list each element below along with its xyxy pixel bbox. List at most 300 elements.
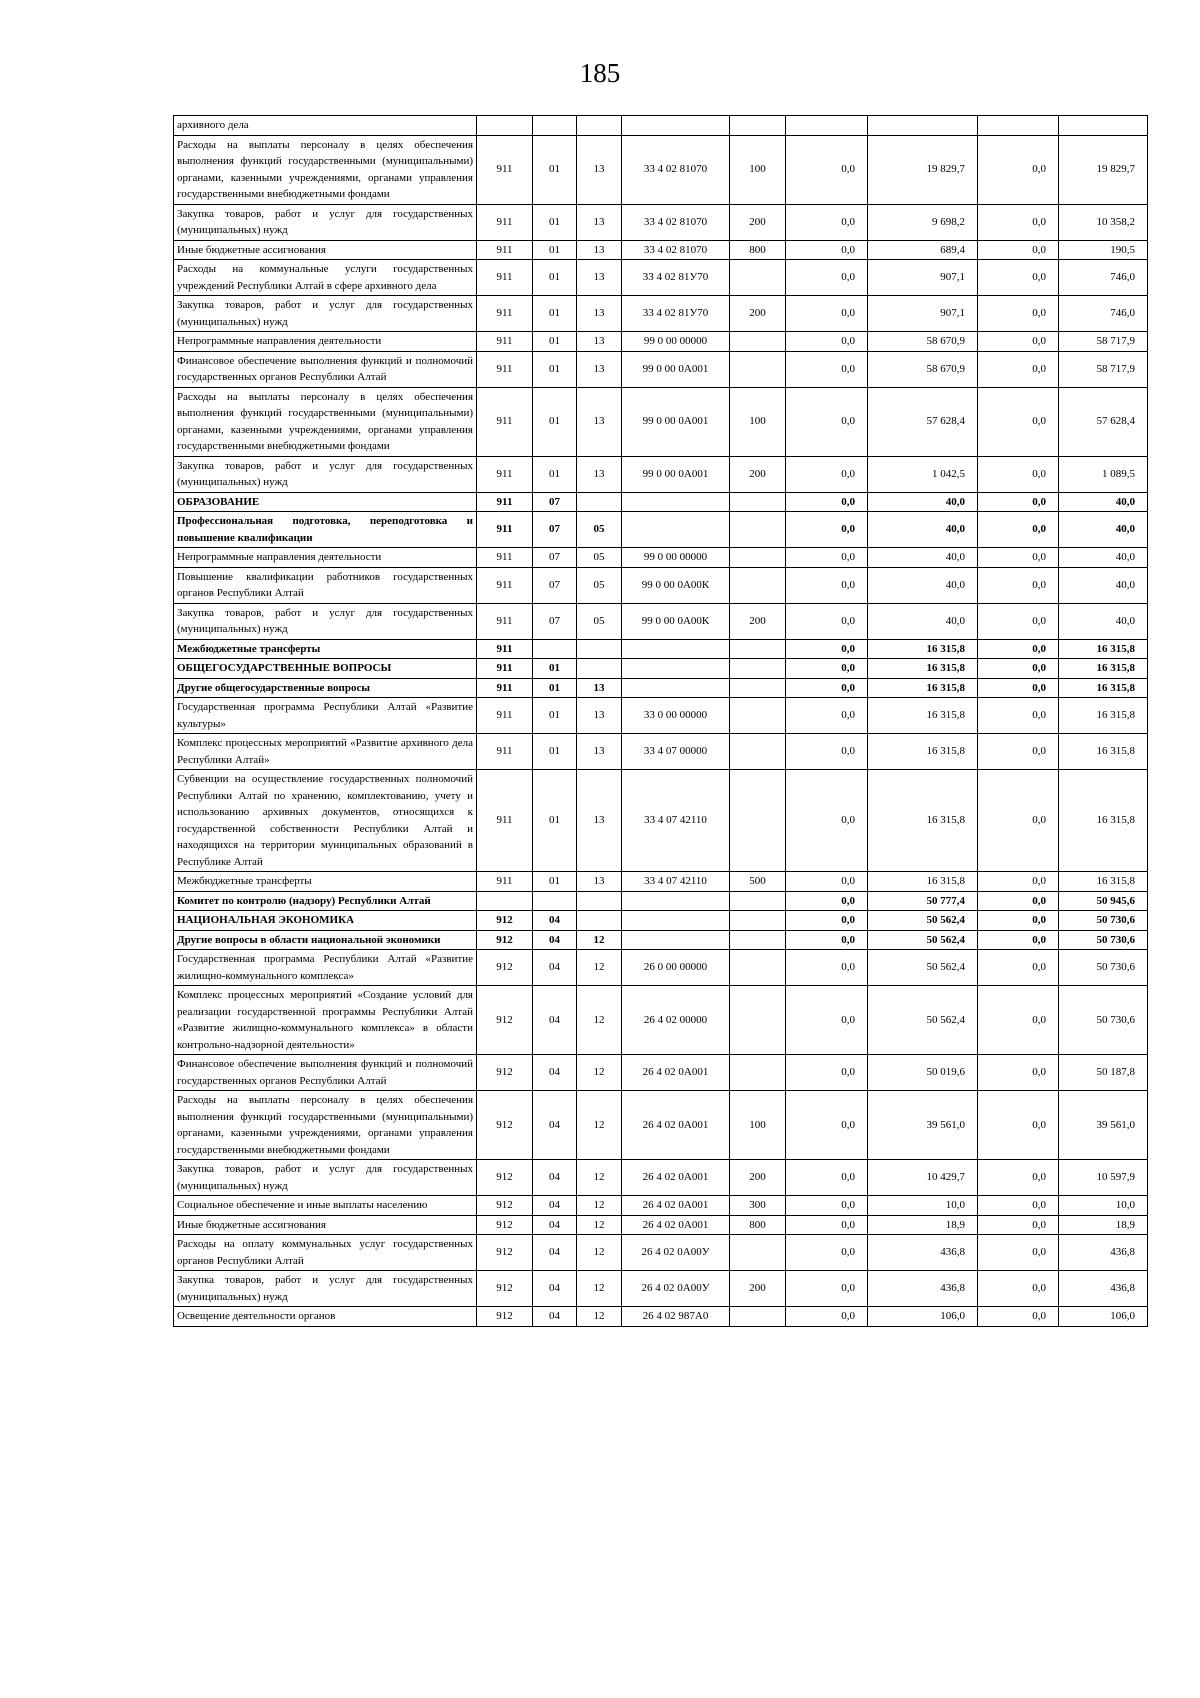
row-value-4: 746,0 bbox=[1059, 260, 1148, 296]
row-subsection-code: 13 bbox=[577, 872, 622, 892]
row-section-code: 07 bbox=[533, 603, 577, 639]
row-expense-type-code: 200 bbox=[730, 1271, 786, 1307]
row-subsection-code bbox=[577, 639, 622, 659]
row-value-1: 0,0 bbox=[786, 698, 868, 734]
row-name: Государственная программа Республики Алтай «Развитие жилищно-коммунального комплекса» bbox=[174, 950, 477, 986]
row-value-2: 57 628,4 bbox=[868, 387, 978, 456]
row-value-2: 40,0 bbox=[868, 492, 978, 512]
row-value-3: 0,0 bbox=[978, 986, 1059, 1055]
row-name: Профессиональная подготовка, переподготовка и повышение квалификации bbox=[174, 512, 477, 548]
row-target-code bbox=[622, 512, 730, 548]
table-row bbox=[174, 351, 1148, 387]
row-target-code bbox=[622, 930, 730, 950]
row-expense-type-code: 200 bbox=[730, 204, 786, 240]
row-value-4: 58 717,9 bbox=[1059, 351, 1148, 387]
row-target-code: 99 0 00 00000 bbox=[622, 548, 730, 568]
row-name: Расходы на выплаты персоналу в целях обеспечения выполнения функций государственными (муниципальными) органами, казенными учреждениями, органами управления государственными внебюджетными фондами bbox=[174, 1091, 477, 1160]
row-glav-code bbox=[477, 116, 533, 136]
row-expense-type-code bbox=[730, 639, 786, 659]
table-row bbox=[174, 567, 1148, 603]
row-value-3: 0,0 bbox=[978, 1091, 1059, 1160]
row-value-2: 106,0 bbox=[868, 1307, 978, 1327]
row-name: Финансовое обеспечение выполнения функций и полномочий государственных органов Республики Алтай bbox=[174, 351, 477, 387]
row-subsection-code: 13 bbox=[577, 387, 622, 456]
row-subsection-code: 13 bbox=[577, 240, 622, 260]
row-value-1: 0,0 bbox=[786, 1196, 868, 1216]
row-value-4: 58 717,9 bbox=[1059, 332, 1148, 352]
row-section-code: 01 bbox=[533, 260, 577, 296]
row-target-code bbox=[622, 639, 730, 659]
row-value-3: 0,0 bbox=[978, 639, 1059, 659]
row-section-code: 07 bbox=[533, 492, 577, 512]
row-name: Повышение квалификации работников государственных органов Республики Алтай bbox=[174, 567, 477, 603]
row-value-1: 0,0 bbox=[786, 734, 868, 770]
row-value-1: 0,0 bbox=[786, 1091, 868, 1160]
table-row bbox=[174, 1055, 1148, 1091]
table-row bbox=[174, 678, 1148, 698]
row-value-4: 16 315,8 bbox=[1059, 678, 1148, 698]
row-section-code: 04 bbox=[533, 986, 577, 1055]
row-target-code: 26 4 02 0А001 bbox=[622, 1055, 730, 1091]
row-value-4: 10 597,9 bbox=[1059, 1160, 1148, 1196]
row-value-1: 0,0 bbox=[786, 1235, 868, 1271]
row-target-code: 26 0 00 00000 bbox=[622, 950, 730, 986]
row-section-code bbox=[533, 891, 577, 911]
row-value-2 bbox=[868, 116, 978, 136]
row-value-3: 0,0 bbox=[978, 734, 1059, 770]
row-value-4: 16 315,8 bbox=[1059, 659, 1148, 679]
row-value-1: 0,0 bbox=[786, 639, 868, 659]
row-name: Освещение деятельности органов bbox=[174, 1307, 477, 1327]
row-glav-code: 912 bbox=[477, 1055, 533, 1091]
row-value-4: 16 315,8 bbox=[1059, 734, 1148, 770]
row-expense-type-code bbox=[730, 351, 786, 387]
row-target-code bbox=[622, 492, 730, 512]
row-glav-code: 911 bbox=[477, 240, 533, 260]
row-glav-code: 911 bbox=[477, 260, 533, 296]
row-target-code bbox=[622, 678, 730, 698]
row-subsection-code: 13 bbox=[577, 734, 622, 770]
row-subsection-code: 12 bbox=[577, 986, 622, 1055]
row-value-1: 0,0 bbox=[786, 332, 868, 352]
row-value-3: 0,0 bbox=[978, 603, 1059, 639]
row-value-2: 1 042,5 bbox=[868, 456, 978, 492]
row-name: Государственная программа Республики Алтай «Развитие культуры» bbox=[174, 698, 477, 734]
row-subsection-code: 12 bbox=[577, 1235, 622, 1271]
row-value-4: 50 730,6 bbox=[1059, 911, 1148, 931]
row-glav-code: 911 bbox=[477, 512, 533, 548]
row-name: Иные бюджетные ассигнования bbox=[174, 1215, 477, 1235]
row-value-3: 0,0 bbox=[978, 1235, 1059, 1271]
row-section-code: 07 bbox=[533, 548, 577, 568]
row-name: Закупка товаров, работ и услуг для государственных (муниципальных) нужд bbox=[174, 204, 477, 240]
row-value-1: 0,0 bbox=[786, 387, 868, 456]
row-value-1: 0,0 bbox=[786, 260, 868, 296]
row-glav-code: 911 bbox=[477, 548, 533, 568]
row-expense-type-code: 500 bbox=[730, 872, 786, 892]
row-section-code: 04 bbox=[533, 1307, 577, 1327]
row-value-3: 0,0 bbox=[978, 387, 1059, 456]
table-row bbox=[174, 1160, 1148, 1196]
row-expense-type-code: 800 bbox=[730, 1215, 786, 1235]
row-name: архивного дела bbox=[174, 116, 477, 136]
row-value-3: 0,0 bbox=[978, 567, 1059, 603]
row-name: Межбюджетные трансферты bbox=[174, 872, 477, 892]
row-target-code: 26 4 02 0А00У bbox=[622, 1235, 730, 1271]
row-section-code: 04 bbox=[533, 911, 577, 931]
row-value-2: 16 315,8 bbox=[868, 639, 978, 659]
row-section-code: 04 bbox=[533, 930, 577, 950]
table-row bbox=[174, 548, 1148, 568]
row-target-code: 99 0 00 0А00К bbox=[622, 567, 730, 603]
row-glav-code: 912 bbox=[477, 1215, 533, 1235]
row-subsection-code bbox=[577, 492, 622, 512]
row-subsection-code: 13 bbox=[577, 456, 622, 492]
row-value-4: 16 315,8 bbox=[1059, 698, 1148, 734]
row-value-2: 50 562,4 bbox=[868, 950, 978, 986]
row-value-2: 50 562,4 bbox=[868, 930, 978, 950]
row-value-3: 0,0 bbox=[978, 296, 1059, 332]
row-value-3: 0,0 bbox=[978, 512, 1059, 548]
row-section-code: 04 bbox=[533, 1160, 577, 1196]
row-value-2: 50 019,6 bbox=[868, 1055, 978, 1091]
row-value-4: 50 187,8 bbox=[1059, 1055, 1148, 1091]
row-value-3: 0,0 bbox=[978, 135, 1059, 204]
row-section-code: 04 bbox=[533, 1271, 577, 1307]
row-value-4: 50 730,6 bbox=[1059, 986, 1148, 1055]
row-expense-type-code bbox=[730, 548, 786, 568]
row-value-2: 16 315,8 bbox=[868, 770, 978, 872]
row-value-3: 0,0 bbox=[978, 1215, 1059, 1235]
row-glav-code: 912 bbox=[477, 1196, 533, 1216]
row-section-code: 01 bbox=[533, 387, 577, 456]
row-expense-type-code bbox=[730, 1235, 786, 1271]
row-value-3 bbox=[978, 116, 1059, 136]
row-section-code: 04 bbox=[533, 1055, 577, 1091]
row-name: Комитет по контролю (надзору) Республики Алтай bbox=[174, 891, 477, 911]
row-value-3: 0,0 bbox=[978, 911, 1059, 931]
row-value-4 bbox=[1059, 116, 1148, 136]
row-section-code: 04 bbox=[533, 1215, 577, 1235]
row-value-1: 0,0 bbox=[786, 296, 868, 332]
row-value-4: 40,0 bbox=[1059, 603, 1148, 639]
page-number: 185 bbox=[579, 58, 621, 88]
row-expense-type-code bbox=[730, 1055, 786, 1091]
table-row bbox=[174, 639, 1148, 659]
row-glav-code: 911 bbox=[477, 698, 533, 734]
row-glav-code: 911 bbox=[477, 872, 533, 892]
row-subsection-code: 12 bbox=[577, 1055, 622, 1091]
row-value-4: 40,0 bbox=[1059, 567, 1148, 603]
row-section-code: 01 bbox=[533, 332, 577, 352]
table-row bbox=[174, 1196, 1148, 1216]
row-expense-type-code bbox=[730, 1307, 786, 1327]
row-target-code: 26 4 02 0А001 bbox=[622, 1160, 730, 1196]
row-name: Закупка товаров, работ и услуг для государственных (муниципальных) нужд bbox=[174, 456, 477, 492]
table-row bbox=[174, 659, 1148, 679]
table-row bbox=[174, 1307, 1148, 1327]
row-value-2: 40,0 bbox=[868, 567, 978, 603]
row-value-4: 190,5 bbox=[1059, 240, 1148, 260]
row-value-1: 0,0 bbox=[786, 548, 868, 568]
row-value-1: 0,0 bbox=[786, 872, 868, 892]
row-subsection-code: 05 bbox=[577, 512, 622, 548]
row-section-code: 01 bbox=[533, 659, 577, 679]
row-target-code: 26 4 02 0А001 bbox=[622, 1196, 730, 1216]
row-target-code: 33 4 02 81У70 bbox=[622, 260, 730, 296]
row-name: Субвенции на осуществление государственных полномочий Республики Алтай по хранению, комплектованию, учету и использованию архивных документов, относящихся к государственной собственности Республики Алтай и находящихся на территории муниципальных образований в Республике Алтай bbox=[174, 770, 477, 872]
row-value-1: 0,0 bbox=[786, 1215, 868, 1235]
row-subsection-code: 12 bbox=[577, 1160, 622, 1196]
row-section-code: 04 bbox=[533, 1091, 577, 1160]
row-value-2: 9 698,2 bbox=[868, 204, 978, 240]
table-row bbox=[174, 332, 1148, 352]
row-subsection-code: 12 bbox=[577, 1307, 622, 1327]
row-value-1: 0,0 bbox=[786, 770, 868, 872]
row-value-2: 436,8 bbox=[868, 1271, 978, 1307]
table-row bbox=[174, 930, 1148, 950]
row-value-4: 50 730,6 bbox=[1059, 930, 1148, 950]
row-section-code: 01 bbox=[533, 204, 577, 240]
row-value-4: 10,0 bbox=[1059, 1196, 1148, 1216]
row-value-4: 16 315,8 bbox=[1059, 770, 1148, 872]
table-row bbox=[174, 135, 1148, 204]
row-glav-code: 911 bbox=[477, 603, 533, 639]
table-row bbox=[174, 116, 1148, 136]
row-glav-code: 911 bbox=[477, 734, 533, 770]
table-row bbox=[174, 872, 1148, 892]
row-value-1: 0,0 bbox=[786, 240, 868, 260]
row-subsection-code: 13 bbox=[577, 678, 622, 698]
table-row bbox=[174, 260, 1148, 296]
row-section-code: 01 bbox=[533, 678, 577, 698]
row-section-code: 01 bbox=[533, 698, 577, 734]
row-value-3: 0,0 bbox=[978, 930, 1059, 950]
row-expense-type-code bbox=[730, 332, 786, 352]
row-subsection-code: 13 bbox=[577, 135, 622, 204]
row-value-3: 0,0 bbox=[978, 548, 1059, 568]
row-expense-type-code bbox=[730, 891, 786, 911]
table-row bbox=[174, 512, 1148, 548]
row-glav-code: 911 bbox=[477, 296, 533, 332]
row-section-code: 01 bbox=[533, 351, 577, 387]
row-value-3: 0,0 bbox=[978, 678, 1059, 698]
row-glav-code: 911 bbox=[477, 639, 533, 659]
row-expense-type-code: 800 bbox=[730, 240, 786, 260]
row-target-code: 26 4 02 0А001 bbox=[622, 1091, 730, 1160]
row-value-2: 19 829,7 bbox=[868, 135, 978, 204]
row-name: Комплекс процессных мероприятий «Развитие архивного дела Республики Алтай» bbox=[174, 734, 477, 770]
row-expense-type-code bbox=[730, 930, 786, 950]
row-value-2: 40,0 bbox=[868, 512, 978, 548]
table-row bbox=[174, 456, 1148, 492]
row-target-code: 99 0 00 0А00К bbox=[622, 603, 730, 639]
row-target-code: 33 4 02 81У70 bbox=[622, 296, 730, 332]
row-target-code: 33 4 02 81070 bbox=[622, 204, 730, 240]
row-expense-type-code: 200 bbox=[730, 456, 786, 492]
row-value-3: 0,0 bbox=[978, 332, 1059, 352]
row-value-2: 18,9 bbox=[868, 1215, 978, 1235]
table-row bbox=[174, 1271, 1148, 1307]
budget-table-body bbox=[174, 116, 1148, 1327]
row-section-code: 01 bbox=[533, 872, 577, 892]
row-value-2: 436,8 bbox=[868, 1235, 978, 1271]
row-value-3: 0,0 bbox=[978, 1160, 1059, 1196]
row-value-1: 0,0 bbox=[786, 603, 868, 639]
row-name: Иные бюджетные ассигнования bbox=[174, 240, 477, 260]
row-expense-type-code bbox=[730, 260, 786, 296]
table-row bbox=[174, 240, 1148, 260]
row-target-code: 26 4 02 0А001 bbox=[622, 1215, 730, 1235]
row-expense-type-code bbox=[730, 911, 786, 931]
row-glav-code: 912 bbox=[477, 1307, 533, 1327]
row-subsection-code bbox=[577, 911, 622, 931]
row-value-4: 18,9 bbox=[1059, 1215, 1148, 1235]
row-value-2: 16 315,8 bbox=[868, 678, 978, 698]
row-expense-type-code: 200 bbox=[730, 296, 786, 332]
row-value-3: 0,0 bbox=[978, 492, 1059, 512]
row-subsection-code: 12 bbox=[577, 1271, 622, 1307]
row-value-4: 39 561,0 bbox=[1059, 1091, 1148, 1160]
row-value-1: 0,0 bbox=[786, 678, 868, 698]
row-value-2: 58 670,9 bbox=[868, 332, 978, 352]
row-value-3: 0,0 bbox=[978, 1271, 1059, 1307]
row-expense-type-code: 100 bbox=[730, 135, 786, 204]
row-value-4: 1 089,5 bbox=[1059, 456, 1148, 492]
row-value-3: 0,0 bbox=[978, 698, 1059, 734]
row-subsection-code: 13 bbox=[577, 332, 622, 352]
row-value-2: 10,0 bbox=[868, 1196, 978, 1216]
row-target-code: 33 4 07 42110 bbox=[622, 770, 730, 872]
row-name: Закупка товаров, работ и услуг для государственных (муниципальных) нужд bbox=[174, 1160, 477, 1196]
row-glav-code: 912 bbox=[477, 1160, 533, 1196]
row-glav-code: 912 bbox=[477, 911, 533, 931]
row-value-4: 106,0 bbox=[1059, 1307, 1148, 1327]
row-target-code: 99 0 00 0А001 bbox=[622, 387, 730, 456]
table-row bbox=[174, 698, 1148, 734]
row-expense-type-code bbox=[730, 734, 786, 770]
row-value-1: 0,0 bbox=[786, 512, 868, 548]
row-section-code: 01 bbox=[533, 734, 577, 770]
row-name: Расходы на оплату коммунальных услуг государственных органов Республики Алтай bbox=[174, 1235, 477, 1271]
row-name: Непрограммные направления деятельности bbox=[174, 548, 477, 568]
row-value-2: 16 315,8 bbox=[868, 698, 978, 734]
row-value-1: 0,0 bbox=[786, 204, 868, 240]
row-value-3: 0,0 bbox=[978, 456, 1059, 492]
table-row bbox=[174, 204, 1148, 240]
row-expense-type-code bbox=[730, 512, 786, 548]
row-value-2: 39 561,0 bbox=[868, 1091, 978, 1160]
row-value-2: 58 670,9 bbox=[868, 351, 978, 387]
row-value-3: 0,0 bbox=[978, 1055, 1059, 1091]
row-value-2: 10 429,7 bbox=[868, 1160, 978, 1196]
row-section-code bbox=[533, 116, 577, 136]
row-subsection-code bbox=[577, 891, 622, 911]
row-glav-code: 912 bbox=[477, 950, 533, 986]
row-value-2: 16 315,8 bbox=[868, 734, 978, 770]
table-row bbox=[174, 770, 1148, 872]
row-glav-code: 911 bbox=[477, 770, 533, 872]
row-glav-code: 911 bbox=[477, 351, 533, 387]
row-target-code: 99 0 00 0А001 bbox=[622, 351, 730, 387]
row-subsection-code: 05 bbox=[577, 603, 622, 639]
row-glav-code: 912 bbox=[477, 1235, 533, 1271]
row-name: Расходы на выплаты персоналу в целях обеспечения выполнения функций государственными (муниципальными) органами, казенными учреждениями, органами управления государственными внебюджетными фондами bbox=[174, 135, 477, 204]
row-subsection-code: 13 bbox=[577, 698, 622, 734]
row-value-2: 40,0 bbox=[868, 548, 978, 568]
row-subsection-code: 12 bbox=[577, 1215, 622, 1235]
row-name: Комплекс процессных мероприятий «Создание условий для реализации государственной программы Республики Алтай «Развитие жилищно-коммунального комплекса» в области контрольно-надзорной деятельности» bbox=[174, 986, 477, 1055]
row-target-code bbox=[622, 659, 730, 679]
row-name: Финансовое обеспечение выполнения функций и полномочий государственных органов Республики Алтай bbox=[174, 1055, 477, 1091]
row-section-code: 07 bbox=[533, 567, 577, 603]
row-subsection-code: 13 bbox=[577, 770, 622, 872]
row-value-3: 0,0 bbox=[978, 240, 1059, 260]
row-value-1: 0,0 bbox=[786, 986, 868, 1055]
row-value-1: 0,0 bbox=[786, 891, 868, 911]
row-value-1: 0,0 bbox=[786, 1160, 868, 1196]
row-value-4: 746,0 bbox=[1059, 296, 1148, 332]
row-value-1: 0,0 bbox=[786, 351, 868, 387]
row-target-code: 99 0 00 0А001 bbox=[622, 456, 730, 492]
row-value-3: 0,0 bbox=[978, 659, 1059, 679]
row-section-code: 04 bbox=[533, 1196, 577, 1216]
row-name: ОБЩЕГОСУДАРСТВЕННЫЕ ВОПРОСЫ bbox=[174, 659, 477, 679]
row-subsection-code: 12 bbox=[577, 930, 622, 950]
row-value-2: 50 562,4 bbox=[868, 986, 978, 1055]
row-value-4: 57 628,4 bbox=[1059, 387, 1148, 456]
table-row bbox=[174, 1091, 1148, 1160]
table-row bbox=[174, 1215, 1148, 1235]
row-value-4: 19 829,7 bbox=[1059, 135, 1148, 204]
row-value-1: 0,0 bbox=[786, 911, 868, 931]
row-target-code bbox=[622, 891, 730, 911]
row-subsection-code bbox=[577, 116, 622, 136]
table-row bbox=[174, 950, 1148, 986]
row-value-3: 0,0 bbox=[978, 351, 1059, 387]
row-expense-type-code: 100 bbox=[730, 387, 786, 456]
row-expense-type-code bbox=[730, 659, 786, 679]
row-value-4: 50 945,6 bbox=[1059, 891, 1148, 911]
row-target-code: 33 0 00 00000 bbox=[622, 698, 730, 734]
row-value-4: 436,8 bbox=[1059, 1235, 1148, 1271]
row-value-3: 0,0 bbox=[978, 950, 1059, 986]
row-expense-type-code bbox=[730, 950, 786, 986]
row-target-code: 33 4 07 42110 bbox=[622, 872, 730, 892]
row-expense-type-code: 200 bbox=[730, 1160, 786, 1196]
row-value-4: 10 358,2 bbox=[1059, 204, 1148, 240]
row-section-code bbox=[533, 639, 577, 659]
row-glav-code: 911 bbox=[477, 567, 533, 603]
row-section-code: 04 bbox=[533, 1235, 577, 1271]
row-section-code: 01 bbox=[533, 456, 577, 492]
row-subsection-code: 12 bbox=[577, 1091, 622, 1160]
row-subsection-code: 13 bbox=[577, 351, 622, 387]
row-glav-code: 911 bbox=[477, 387, 533, 456]
row-subsection-code: 12 bbox=[577, 950, 622, 986]
row-glav-code: 911 bbox=[477, 204, 533, 240]
row-section-code: 01 bbox=[533, 240, 577, 260]
table-row bbox=[174, 296, 1148, 332]
row-value-2: 907,1 bbox=[868, 260, 978, 296]
row-target-code: 99 0 00 00000 bbox=[622, 332, 730, 352]
row-name: Закупка товаров, работ и услуг для государственных (муниципальных) нужд bbox=[174, 1271, 477, 1307]
row-value-4: 40,0 bbox=[1059, 512, 1148, 548]
row-value-4: 436,8 bbox=[1059, 1271, 1148, 1307]
row-glav-code: 912 bbox=[477, 930, 533, 950]
row-target-code bbox=[622, 911, 730, 931]
row-value-2: 50 777,4 bbox=[868, 891, 978, 911]
